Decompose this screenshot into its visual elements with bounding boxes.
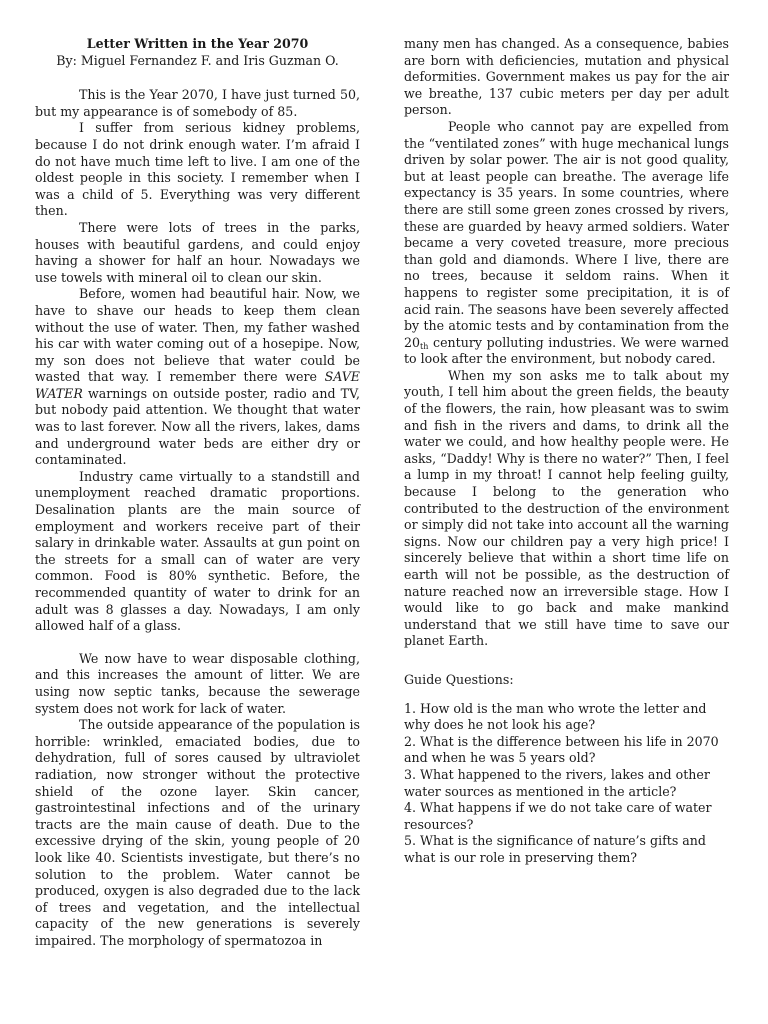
guide-question-3: 3. What happened to the rivers, lakes and other water sources as mentioned in the article? (404, 766, 710, 799)
paragraph-4 (35, 286, 360, 469)
guide-questions-heading: Guide Questions: (404, 671, 514, 687)
paragraph-1: This is the Year 2070, I have just turned 50, but my appearance is of somebody of 85. (35, 87, 360, 119)
right-column (404, 36, 729, 867)
paragraph-4-part-2: warnings on outside poster, radio and TV, but nobody paid attention. We thought that water was to last forever. Now all the rivers, lakes, dams and underground water beds are either dry or contaminated. (35, 385, 360, 468)
paragraph-4-part-1: Before, women had beautiful hair. Now, we have to shave our heads to keep them clean without the use of water. Then, my father washed his car with water coming out of a hosepipe. Now, my son does not believe that water could be wasted that way. I remember there were (35, 286, 360, 385)
save-water-emphasis: SAVE WATER (35, 369, 360, 401)
paragraph-7-continued: many men has changed. As a consequence, babies are born with deficiencies, mutation and physical deformities. Government makes us pay for the air we breathe, 137 cubic meters per day per adult person. (404, 36, 729, 118)
letter-byline: By: Miguel Fernandez F. and Iris Guzman O. (56, 52, 339, 68)
paragraph-8-part-2: century polluting industries. We were warned to look after the environment, but nobody cared. (404, 334, 729, 367)
ordinal-suffix: th (420, 341, 429, 351)
paragraph-8-part-1: People who cannot pay are expelled from the “ventilated zones” with huge mechanical lungs driven by solar power. The air is not good quality, but at least people can breathe. The average life expectancy is 35 years. In some countries, where there are still some green zones crossed by rivers, these are guarded by heavy armed soldiers. Water became a very coveted treasure, more precious than gold and diamonds. Where I live, there are no trees, because it seldom rains. When it happens to register some precipitation, it is of acid rain. The seasons have been severely affected by the atomic tests and by contamination from the 20 (404, 118, 729, 350)
paragraph-7: The outside appearance of the population is horrible: wrinkled, emaciated bodies, due to dehydration, full of sores caused by ultraviolet radiation, now stronger without the protective shield of the ozone layer. Skin cancer, gastrointestinal infections and of the urinary tracts are the main cause of death. Due to the excessive drying of the skin, young people of 20 look like 40. Scientists investigate, but there’s no solution to the problem. Water cannot be produced, oxygen is also degraded due to the lack of trees and vegetation, and the intellectual capacity of the new generations is severely impaired. The morphology of spermatozoa in (35, 717, 360, 948)
paragraph-9: When my son asks me to talk about my youth, I tell him about the green fields, the beauty of the flowers, the rain, how pleasant was to swim and fish in the rivers and dams, to drink all the water we could, and how healthy people were. He asks, “Daddy! Why is there no water?” Then, I feel a lump in my throat! I cannot help feeling guilty, because I belong to the generation who contributed to the destruction of the environment or simply did not take into account all the warning signs. Now our children pay a very high price! I sincerely believe that within a short time life on earth will not be possible, as the destruction of nature reached now an irreversible stage. How I would like to go back and make mankind understand that we still have time to save our planet Earth. (404, 367, 729, 649)
paragraph-2: I suffer from serious kidney problems, because I do not drink enough water. I’m afraid I do not have much time left to live. I am one of the oldest people in this society. I remember when I was a child of 5. Everything was very different then. (35, 120, 360, 219)
paragraph-3: There were lots of trees in the parks, houses with beautiful gardens, and could enjoy having a shower for half an hour. Nowadays we use towels with mineral oil to clean our skin. (35, 219, 360, 285)
guide-question-2: 2. What is the difference between his life in 2070 and when he was 5 years old? (404, 733, 719, 766)
paragraph-5: Industry came virtually to a standstill and unemployment reached dramatic proportions. Desalination plants are the main source of employment and workers receive part of their salary in drinkable water. Assaults at gun point on the streets for a small can of water are very common. Food is 80% synthetic. Before, the recommended quantity of water to drink for an adult was 8 glasses a day. Nowadays, I am only allowed half of a glass. (35, 468, 360, 634)
guide-question-4: 4. What happens if we do not take care of water resources? (404, 800, 712, 832)
guide-question-5: 5. What is the significance of nature’s gifts and what is our role in preserving them? (404, 833, 706, 865)
left-column (35, 36, 360, 949)
paragraph-6: We now have to wear disposable clothing, and this increases the amount of litter. We are using now septic tanks, because the sewerage system does not work for lack of water. (35, 650, 360, 716)
letter-title: Letter Written in the Year 2070 (86, 36, 309, 51)
guide-question-1: 1. How old is the man who wrote the letter and why does he not look his age? (404, 700, 707, 733)
paragraph-8 (404, 119, 729, 368)
